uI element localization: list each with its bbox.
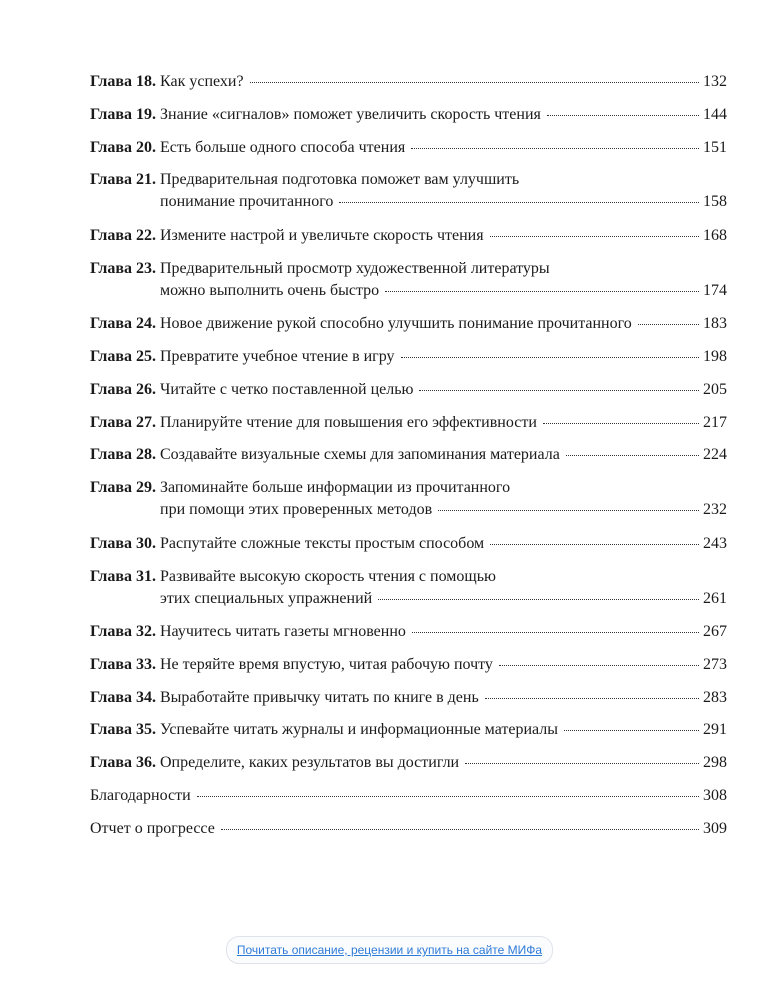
page-number: 158 xyxy=(703,193,727,211)
page-number: 151 xyxy=(703,138,727,156)
dot-leader xyxy=(250,81,699,83)
page-number: 309 xyxy=(703,819,727,837)
toc-entry xyxy=(90,313,727,335)
page-number: 291 xyxy=(703,721,727,739)
dot-leader xyxy=(564,729,699,731)
chapter-title: Благодарности xyxy=(90,787,191,804)
chapter-title: Успевайте читать журналы и информационные материалы xyxy=(160,721,559,739)
dot-leader xyxy=(485,697,699,699)
chapter-label: Глава 34. xyxy=(90,688,160,706)
dot-leader xyxy=(490,543,699,545)
dot-leader xyxy=(438,509,699,511)
page-number: 308 xyxy=(703,787,727,804)
chapter-title: Не теряйте время впустую, читая рабочую почту xyxy=(160,655,493,673)
dot-leader xyxy=(419,389,699,391)
dot-leader xyxy=(465,762,699,764)
chapter-label: Глава 18. xyxy=(90,73,160,90)
chapter-title: Читайте с четко поставленной целью xyxy=(160,380,414,398)
chapter-label: Глава 22. xyxy=(90,226,160,244)
toc-entry xyxy=(90,137,727,159)
chapter-title: этих специальных упражнений xyxy=(160,589,373,607)
dot-leader xyxy=(378,598,699,600)
chapter-title: Измените настрой и увеличьте скорость чтения xyxy=(160,226,484,244)
chapter-title: Научитесь читать газеты мгновенно xyxy=(160,623,406,640)
chapter-label: Глава 28. xyxy=(90,446,160,464)
chapter-label: Глава 25. xyxy=(90,348,160,365)
page-number: 232 xyxy=(703,501,727,519)
toc-entry xyxy=(90,654,727,676)
chapter-label: Глава 30. xyxy=(90,534,160,552)
toc-entry xyxy=(90,71,727,93)
chapter-title: при помощи этих проверенных методов xyxy=(160,501,433,519)
toc-entry xyxy=(90,258,727,302)
chapter-label: Глава 21. xyxy=(90,171,160,189)
chapter-title: понимание прочитанного xyxy=(160,193,334,211)
toc-entry xyxy=(90,752,727,774)
chapter-title: Отчет о прогрессе xyxy=(90,819,215,837)
dot-leader xyxy=(221,828,699,830)
toc-entry xyxy=(90,477,727,521)
dot-leader xyxy=(490,235,699,237)
toc-entry xyxy=(90,379,727,401)
dot-leader xyxy=(547,114,699,116)
chapter-title: Знание «сигналов» поможет увеличить скорость чтения xyxy=(160,105,541,123)
chapter-title: Определите, каких результатов вы достигли xyxy=(160,754,460,772)
toc-entry xyxy=(90,412,727,434)
dot-leader xyxy=(566,454,699,456)
page-number: 267 xyxy=(703,623,727,640)
chapter-title: Запоминайте больше информации из прочитанного xyxy=(160,479,511,497)
dot-leader xyxy=(401,356,699,358)
page-number: 144 xyxy=(703,105,727,123)
chapter-title: Как успехи? xyxy=(160,73,244,90)
page-number: 283 xyxy=(703,688,727,706)
toc-entry xyxy=(90,346,727,368)
page-number: 205 xyxy=(703,380,727,398)
toc-entry xyxy=(90,169,727,213)
dot-leader xyxy=(543,422,699,424)
chapter-label: Глава 35. xyxy=(90,721,160,739)
chapter-title: Предварительная подготовка поможет вам улучшить xyxy=(160,171,520,189)
dot-leader xyxy=(197,795,699,797)
chapter-title: Выработайте привычку читать по книге в день xyxy=(160,688,479,706)
chapter-label: Глава 26. xyxy=(90,380,160,398)
toc-entry xyxy=(90,818,727,840)
chapter-title: Распутайте сложные тексты простым способом xyxy=(160,534,485,552)
page-number: 298 xyxy=(703,754,727,772)
chapter-label: Глава 20. xyxy=(90,138,160,156)
dot-leader xyxy=(499,664,699,666)
dot-leader xyxy=(412,631,699,633)
dot-leader xyxy=(411,147,699,149)
chapter-label: Глава 36. xyxy=(90,754,160,772)
page-number: 198 xyxy=(703,348,727,365)
page-number: 261 xyxy=(703,589,727,607)
toc-entry xyxy=(90,687,727,709)
page-number: 132 xyxy=(703,73,727,90)
toc-entry xyxy=(90,621,727,643)
chapter-label: Глава 23. xyxy=(90,259,160,277)
chapter-label: Глава 27. xyxy=(90,413,160,431)
chapter-label: Глава 33. xyxy=(90,655,160,673)
chapter-title: Планируйте чтение для повышения его эффективности xyxy=(160,413,537,431)
dot-leader xyxy=(339,201,699,203)
toc-entry xyxy=(90,533,727,555)
chapter-title: Развивайте высокую скорость чтения с помощью xyxy=(160,567,496,585)
chapter-title: Новое движение рукой способно улучшить понимание прочитанного xyxy=(160,315,632,333)
toc-entry xyxy=(90,785,727,807)
page-number: 217 xyxy=(703,413,727,431)
chapter-label: Глава 24. xyxy=(90,315,160,333)
chapter-label: Глава 29. xyxy=(90,479,160,497)
chapter-label: Глава 19. xyxy=(90,105,160,123)
page-number: 243 xyxy=(703,534,727,552)
page-number: 174 xyxy=(703,281,727,299)
mif-store-link[interactable]: Почитать описание, рецензии и купить на сайте МИФа xyxy=(226,936,553,964)
chapter-label: Глава 32. xyxy=(90,623,160,640)
toc-entry xyxy=(90,225,727,247)
chapter-title: можно выполнить очень быстро xyxy=(160,281,380,299)
chapter-title: Превратите учебное чтение в игру xyxy=(160,348,395,365)
page-number: 273 xyxy=(703,655,727,673)
chapter-label: Глава 31. xyxy=(90,567,160,585)
chapter-title: Предварительный просмотр художественной литературы xyxy=(160,259,550,277)
dot-leader xyxy=(638,323,699,325)
chapter-title: Есть больше одного способа чтения xyxy=(160,138,406,156)
chapter-title: Создавайте визуальные схемы для запоминания материала xyxy=(160,446,560,464)
toc-entry xyxy=(90,444,727,466)
toc-entry xyxy=(90,566,727,610)
toc-entry xyxy=(90,104,727,126)
page-number: 224 xyxy=(703,446,727,464)
toc-entry xyxy=(90,719,727,741)
page-number: 168 xyxy=(703,226,727,244)
dot-leader xyxy=(385,290,699,292)
page-number: 183 xyxy=(703,315,727,333)
